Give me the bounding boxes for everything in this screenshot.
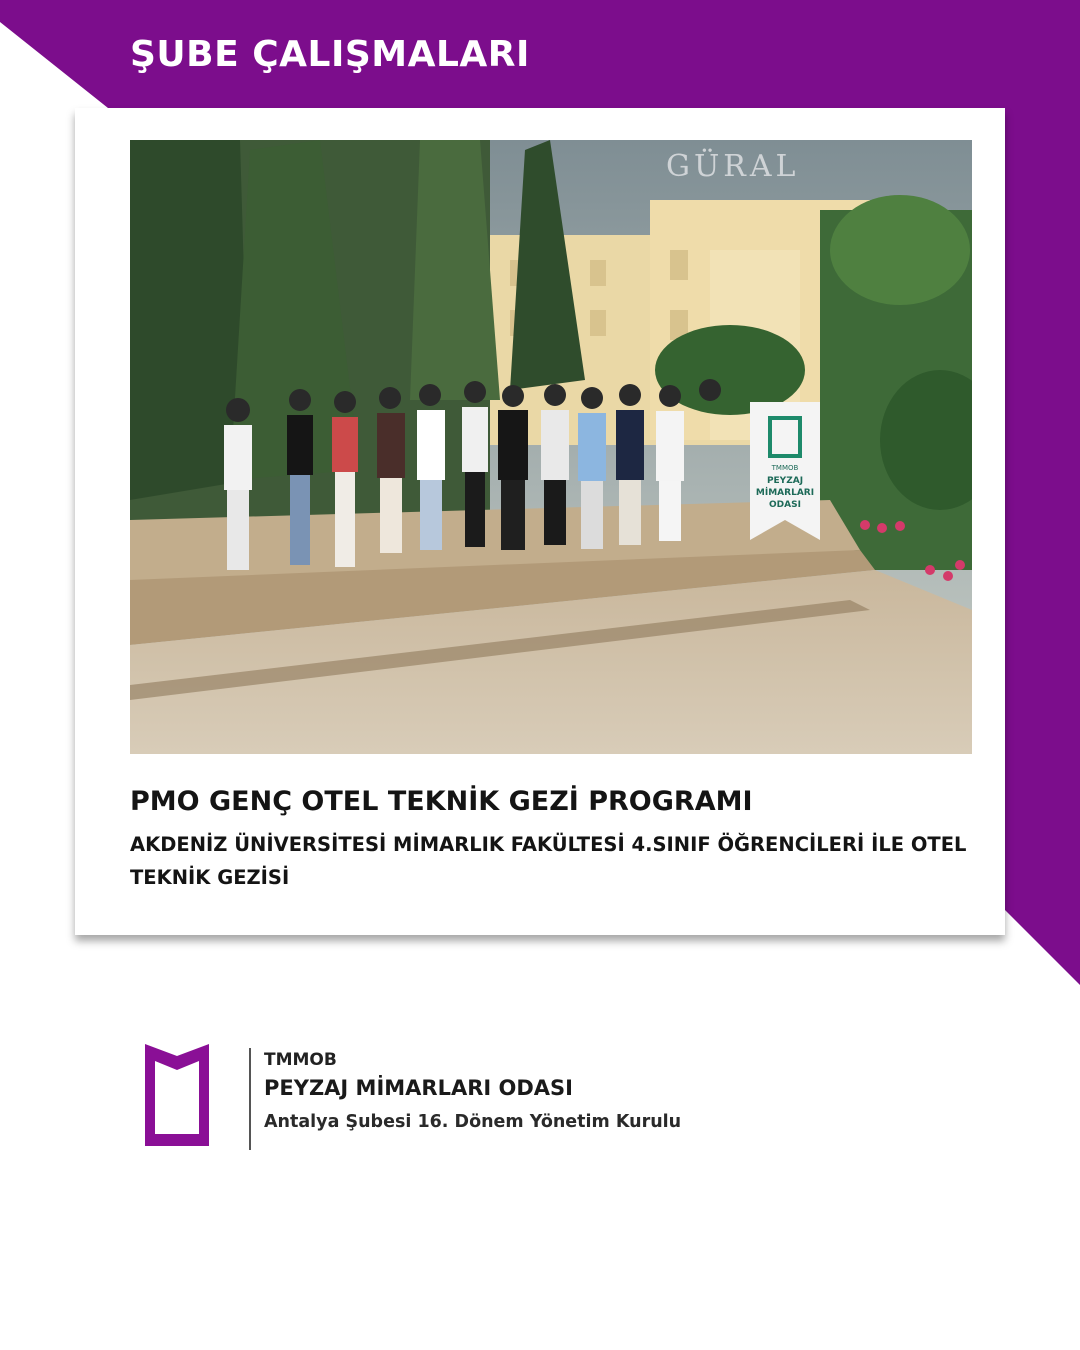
group-photo	[130, 140, 972, 754]
org-line-tmmob: TMMOB	[264, 1050, 337, 1070]
org-line-branch: Antalya Şubesi 16. Dönem Yönetim Kurulu	[264, 1112, 682, 1132]
content-card	[75, 108, 1005, 935]
event-subtitle: AKDENİZ ÜNİVERSİTESİ MİMARLIK FAKÜLTESİ 4.SINIF ÖĞRENCİLERİ İLE OTEL TEKNİK GEZİSİ	[130, 833, 967, 889]
organization-info	[264, 1050, 681, 1132]
svg-text:ODASI: ODASI	[769, 500, 801, 510]
org-line-name: PEYZAJ MİMARLARI ODASI	[264, 1076, 573, 1100]
hotel-sign: GÜRAL	[666, 149, 800, 184]
footer-divider	[249, 1048, 251, 1150]
svg-text:MİMARLARI: MİMARLARI	[755, 488, 815, 498]
pmo-logo-icon	[145, 1044, 209, 1146]
event-title: PMO GENÇ OTEL TEKNİK GEZİ PROGRAMI	[130, 786, 753, 817]
svg-text:PEYZAJ: PEYZAJ	[766, 476, 804, 486]
section-title: ŞUBE ÇALIŞMALARI	[130, 34, 530, 75]
svg-text:TMMOB: TMMOB	[771, 464, 799, 472]
